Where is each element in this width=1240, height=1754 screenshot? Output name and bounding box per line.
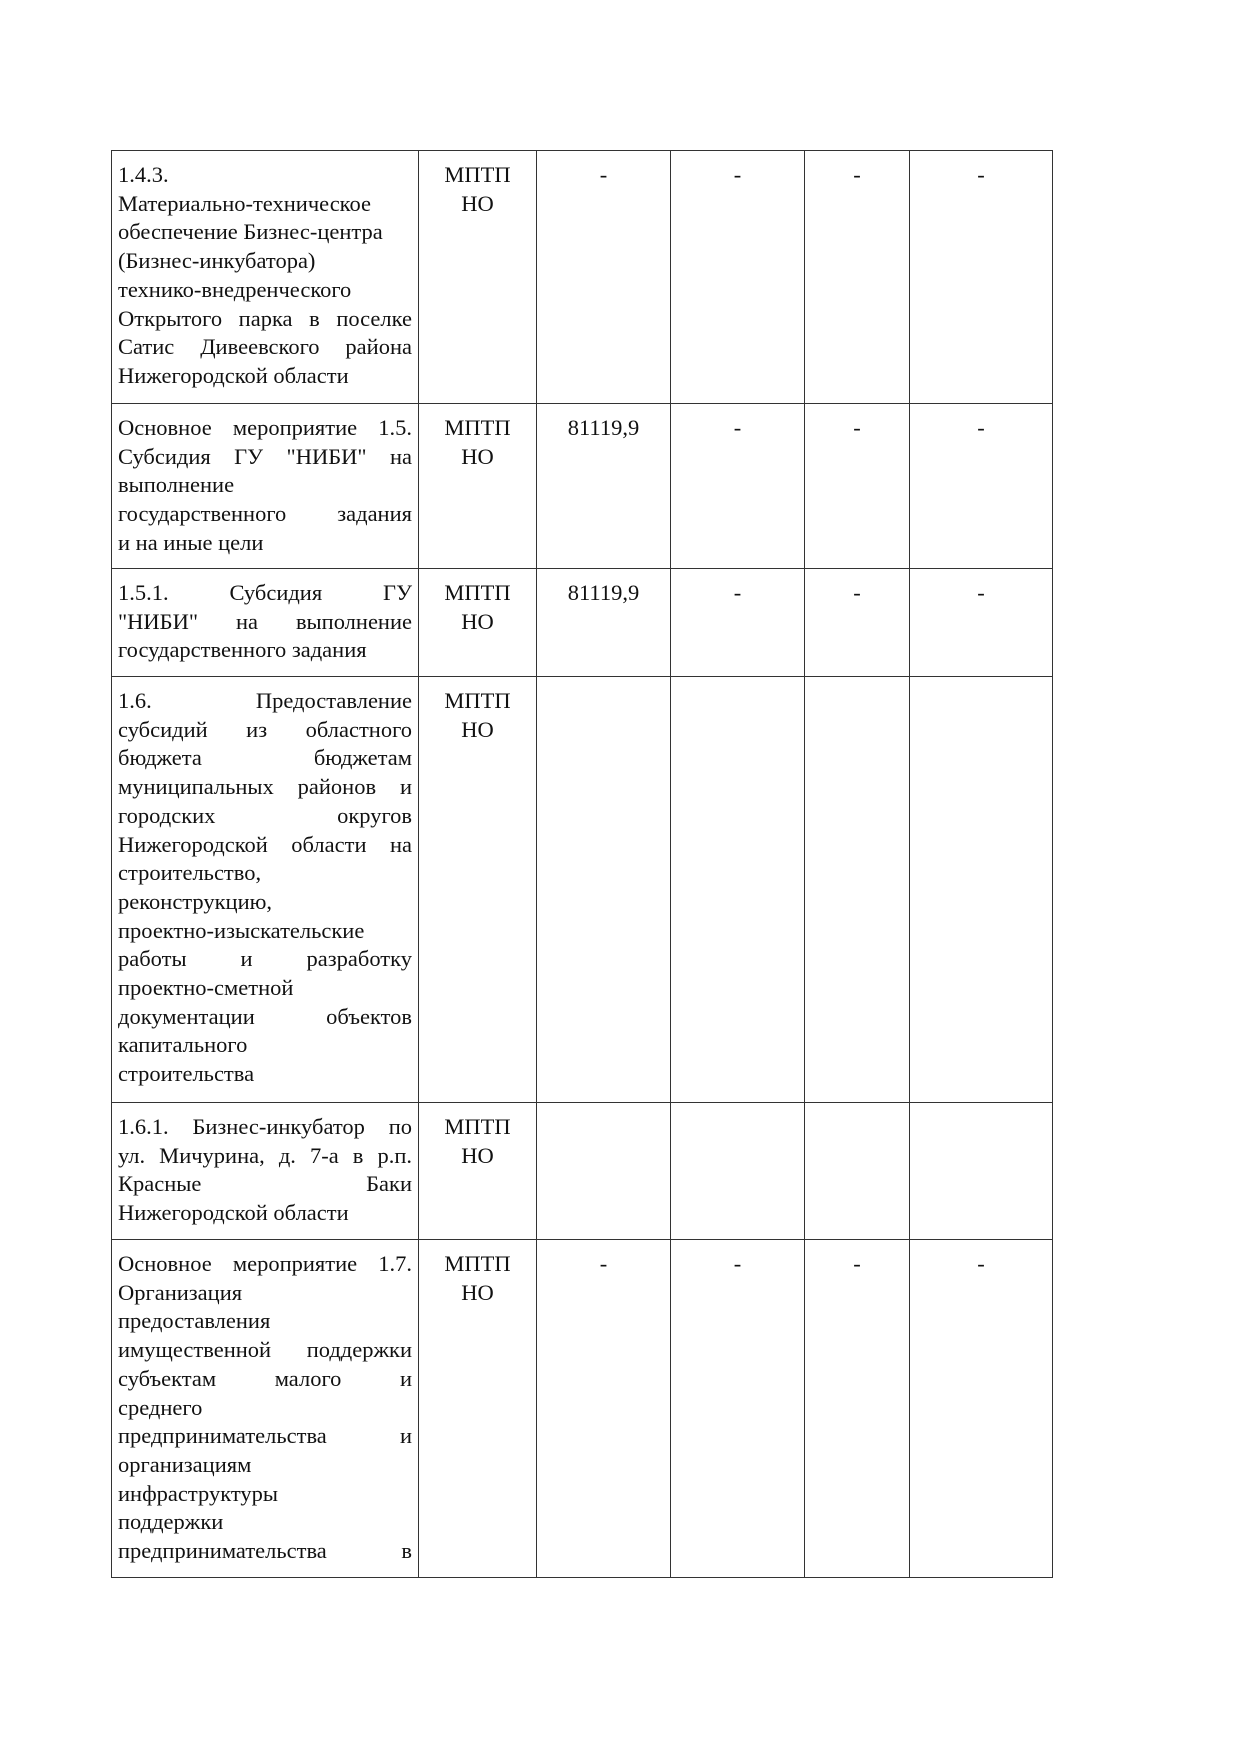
text-line: городских округов — [118, 802, 412, 828]
text-line: Нижегородской области — [118, 362, 349, 388]
text-line: предоставления — [118, 1308, 271, 1334]
activity-name-cell — [112, 1103, 419, 1240]
value-cell — [910, 1103, 1053, 1240]
text-line: Основное мероприятие 1.7. — [118, 1251, 412, 1276]
text-line: выполнение — [118, 472, 235, 498]
value-cell: - — [805, 404, 910, 569]
text-line: государственного задания — [118, 501, 412, 527]
text-line: муниципальных районов и — [118, 774, 412, 800]
text-line: предпринимательства в — [118, 1538, 412, 1564]
activity-name-cell — [112, 151, 419, 404]
text-line: Сатис Дивеевского района — [118, 334, 412, 360]
text-line: Нижегородской области — [118, 1200, 349, 1226]
text-line: МПТП — [444, 1114, 511, 1139]
text-line: МПТП — [444, 688, 511, 713]
text-line: реконструкцию, — [118, 888, 273, 914]
text-line: 1.5.1. Субсидия ГУ — [118, 580, 412, 605]
text-line: 1.6. Предоставление — [118, 688, 412, 713]
table-row — [112, 1240, 1053, 1578]
value-cell — [910, 677, 1053, 1103]
activity-name-cell — [112, 569, 419, 677]
program-activities-table — [111, 150, 1053, 1578]
text-line: бюджета бюджетам — [118, 745, 412, 771]
value-cell: 81119,9 — [537, 569, 671, 677]
text-line: МПТП — [444, 415, 511, 440]
text-line: обеспечение Бизнес-центра — [118, 219, 383, 245]
value-cell — [805, 1103, 910, 1240]
value-cell: - — [910, 1240, 1053, 1578]
text-line: НО — [461, 443, 494, 469]
table-row — [112, 677, 1053, 1103]
executor-cell — [419, 404, 537, 569]
text-line: НО — [461, 608, 494, 634]
text-line: проектно-изыскательские — [118, 917, 365, 943]
text-line: Субсидия ГУ "НИБИ" на — [118, 443, 412, 469]
text-line: Организация — [118, 1279, 243, 1305]
text-line: НО — [461, 716, 494, 742]
value-cell: - — [805, 151, 910, 404]
value-cell: - — [537, 1240, 671, 1578]
text-line: работы и разработку — [118, 946, 412, 972]
value-cell: - — [671, 404, 805, 569]
text-line: государственного задания — [118, 637, 367, 663]
text-line: НО — [461, 1142, 494, 1168]
text-line: НО — [461, 1279, 494, 1305]
text-line: технико-внедренческого — [118, 276, 352, 302]
activity-name-cell — [112, 677, 419, 1103]
text-line: поддержки — [118, 1509, 224, 1535]
text-line: строительства — [118, 1061, 255, 1087]
value-cell: - — [805, 569, 910, 677]
value-cell: - — [910, 569, 1053, 677]
table-row — [112, 404, 1053, 569]
value-cell: - — [671, 569, 805, 677]
executor-cell — [419, 1103, 537, 1240]
table-row — [112, 151, 1053, 404]
value-cell: - — [537, 151, 671, 404]
text-line: инфраструктуры — [118, 1480, 278, 1506]
text-line: и на иные цели — [118, 529, 264, 555]
text-line: документации объектов — [118, 1003, 412, 1029]
value-cell: - — [910, 404, 1053, 569]
text-line: организациям — [118, 1451, 252, 1477]
text-line: капитального — [118, 1032, 248, 1058]
text-line: среднего — [118, 1394, 203, 1420]
text-line: 1.4.3. — [118, 162, 169, 187]
text-line: строительство, — [118, 860, 262, 886]
text-line: субъектам малого и — [118, 1365, 412, 1391]
text-line: МПТП — [444, 1251, 511, 1276]
value-cell: - — [805, 1240, 910, 1578]
text-line: МПТП — [444, 162, 511, 187]
executor-cell — [419, 569, 537, 677]
value-cell: 81119,9 — [537, 404, 671, 569]
text-line: субсидий из областного — [118, 716, 412, 742]
text-line: Основное мероприятие 1.5. — [118, 415, 412, 440]
text-line: проектно-сметной — [118, 975, 294, 1001]
value-cell — [537, 1103, 671, 1240]
value-cell: - — [910, 151, 1053, 404]
table-row — [112, 1103, 1053, 1240]
value-cell — [805, 677, 910, 1103]
text-line: МПТП — [444, 580, 511, 605]
executor-cell — [419, 677, 537, 1103]
text-line: ул. Мичурина, д. 7-а в р.п. — [118, 1142, 412, 1168]
text-line: имущественной поддержки — [118, 1337, 412, 1363]
value-cell — [537, 677, 671, 1103]
table-row — [112, 569, 1053, 677]
text-line: Красные Баки — [118, 1171, 412, 1197]
text-line: НО — [461, 190, 494, 216]
text-line: Нижегородской области на — [118, 831, 412, 857]
text-line: Материально-техническое — [118, 190, 371, 216]
value-cell: - — [671, 1240, 805, 1578]
activity-name-cell — [112, 1240, 419, 1578]
executor-cell — [419, 151, 537, 404]
text-line: 1.6.1. Бизнес-инкубатор по — [118, 1114, 412, 1139]
activity-name-cell — [112, 404, 419, 569]
text-line: предпринимательства и — [118, 1423, 412, 1449]
value-cell: - — [671, 151, 805, 404]
executor-cell — [419, 1240, 537, 1578]
value-cell — [671, 677, 805, 1103]
text-line: Открытого парка в поселке — [118, 305, 412, 331]
value-cell — [671, 1103, 805, 1240]
text-line: (Бизнес-инкубатора) — [118, 248, 316, 274]
text-line: "НИБИ" на выполнение — [118, 608, 412, 634]
